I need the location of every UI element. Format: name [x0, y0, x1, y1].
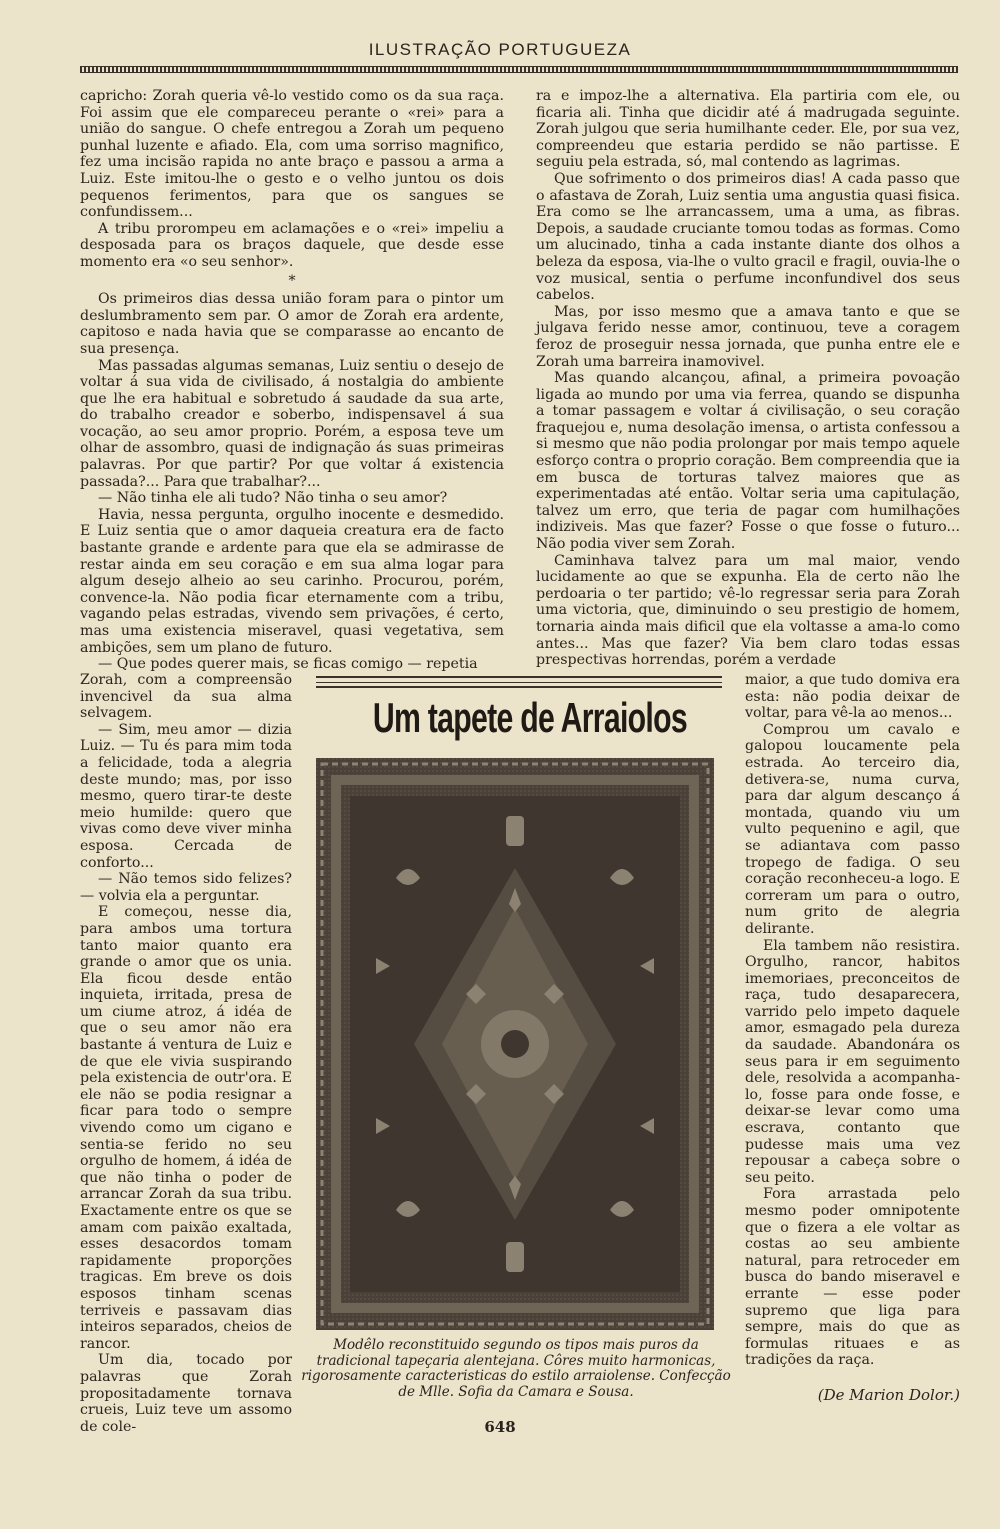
paragraph: — Que podes querer mais, se ficas comigo — repetia: [98, 656, 478, 673]
page-number: 648: [484, 1418, 516, 1436]
paragraph: — Sim, meu amor — dizia Luiz. — Tu és para mim toda a felicidade, toda a alegria deste mundo; mas, por isso mesmo, quero tirar-te deste meio humilde: quero que vivas como deve viver minha esposa. Cercada de conforto...: [80, 721, 292, 871]
paragraph: Mas passadas algumas semanas, Luiz sentiu o desejo de voltar á sua vida de civilisado, á nostalgia do ambiente que lhe era habitual e sobretudo á saudade da sua arte, do trabalho creador e soberbo, indispensavel á sua vocação, ao seu amor proprio. Porém, a esposa teve um olhar de assombro, quasi de indignação ás suas primeiras palavras. Por que partir? Por que voltar á existencia passada?... Para que trabalhar?...: [80, 357, 504, 490]
image-caption: Modêlo reconstituido segundo os tipos mais puros da tradicional tapeçaria alentejana. Côres muito harmonicas, rigorosamente caracteristicas do estilo arraiolense. Confecção de Mlle. Sofia da Camara e Sousa.: [301, 1337, 731, 1400]
article-top-rule-thin: [316, 682, 722, 683]
article-top-rule: [316, 676, 722, 678]
paragraph: Os primeiros dias dessa união foram para o pintor um deslumbramento sem par. O amor de Zorah era ardente, capitoso e nada havia que se comparasse ao encanto de sua presença.: [80, 291, 504, 357]
right-column-top: [536, 88, 960, 669]
paragraph: E começou, nesse dia, para ambos uma tortura tanto maior quanto era grande o amor que os unia. Ela ficou desde então inquieta, irritada, presa de um ciume atroz, á idéa de que o seu amor não era bastante á ventura de Luiz e de que ele vivia suspirando pela existencia de outr'ora. E ele não se podia resignar a ficar para todo o sempre vivendo como um cigano e sentia-se ferido no seu orgulho de homem, á idéa de que não tinha o poder de arrancar Zorah da sua tribu. Exactamente entre os que se amam com paixão exaltada, esses desacordos tomam rapidamente proporções tragicas. Em breve os dois esposos tinham scenas terriveis e passavam dias inteiros separados, cheios de rancor.: [80, 904, 292, 1352]
paragraph: Ela tambem não resistira. Orgulho, rancor, habitos imemoriaes, preconceitos de raça, tudo desaparecera, varrido pelo impeto daquele amor, esmagado pela dureza da saudade. Abandonára os seus para ir em seguimento dele, resolvida a acompanha-lo, fosse para onde fosse, e deixar-se levar como uma escrava, contanto que pudesse mais uma vez repousar a cabeça sobre o seu peito.: [745, 937, 960, 1186]
paragraph: Havia, nessa pergunta, orgulho inocente e desmedido. E Luiz sentia que o amor daqueia creatura era de facto bastante grande e ardente para que ela se admirasse de restar ainda em seu coração e em sua alma logar para algum desejo alheio ao seu carinho. Procurou, porém, convence-la. Não podia ficar eternamente com a tribu, vagando pelas estradas, vivendo sem privações, é certo, mas uma existencia miseravel, quasi vegetativa, sem ambições, sem um plano de futuro.: [80, 506, 504, 656]
author-signature: (De Marion Dolor.): [817, 1386, 960, 1404]
header-ornament-rule: [80, 66, 958, 73]
paragraph: Fora arrastada pelo mesmo poder omnipotente que o fizera a ele voltar as costas ao seu ambiente natural, para retroceder em busca do bando miseravel e errante — esse poder supremo que liga para sempre, mais do que as formulas rituaes e as tradições da raça.: [745, 1186, 960, 1369]
left-column-narrow: [80, 672, 292, 1435]
paragraph: Mas, por isso mesmo que a amava tanto e que se julgava ferido nesse amor, continuou, teve a coragem feroz de proseguir nessa jornada, que punha entre ele e Zorah uma barreira inamovivel.: [536, 303, 960, 370]
paragraph: ra e impoz-lhe a alternativa. Ela partiria com ele, ou ficaria ali. Tinha que dicidir até á madrugada seguinte. Zorah julgou que seria humilhante ceder. Ele, por sua vez, compreendeu que estaria perdido se não partisse. E seguiu pela estrada, só, mal contendo as lagrimas.: [536, 88, 960, 171]
paragraph: Zorah, com a compreensão invencivel da sua alma selvagem.: [80, 672, 292, 722]
paragraph: Caminhava talvez para um mal maior, vendo lucidamente ao que se expunha. Ela de certo não lhe perdoaria o ter partido; vê-lo regressar seria para Zorah uma victoria, que, diminuindo o seu prestigio de homem, tornaria ainda mais dificil que ela voltasse a ama-lo como antes... Mas que fazer? Via bem claro todas essas prespectivas horrendas, porém a verdade: [536, 552, 960, 669]
article-title: Um tapete de Arraiolos: [372, 694, 687, 741]
page-header-title: ILUSTRAÇÃO PORTUGUEZA: [368, 40, 632, 59]
article-top-rule: [316, 686, 722, 688]
section-break-star: *: [288, 272, 296, 289]
paragraph: Comprou um cavalo e galopou loucamente pela estrada. Ao terceiro dia, detivera-se, numa curva, para dar algum descanço á montada, quando viu um vulto pequenino e agil, que se adiantava com passo tropego de fadiga. O seu coração reconheceu-a logo. E correram um para o outro, num grito de alegria delirante.: [745, 721, 960, 937]
paragraph: maior, a que tudo domiva era esta: não podia deixar de voltar, para vê-la ao menos...: [745, 672, 960, 722]
paragraph: — Não temos sido felizes? — volvia ela a perguntar.: [80, 871, 292, 904]
paragraph: Um dia, tocado por palavras que Zorah propositadamente tornava crueis, Luiz teve um assomo de cole-: [80, 1352, 292, 1435]
paragraph: Que sofrimento o dos primeiros dias! A cada passo que o afastava de Zorah, Luiz sentia uma angustia quasi fisica. Era como se lhe arrancassem, uma a uma, as fibras. Depois, a saudade cruciante tomou todas as formas. Como um alucinado, tinha a cada instante diante dos olhos a beleza da esposa, via-lhe o vulto gracil e fragil, ouvia-lhe o voz musical, sentia o perfume inconfundivel dos seus cabelos.: [536, 170, 960, 304]
paragraph: A tribu prorompeu em aclamações e o «rei» impeliu a desposada para os braços daquele, que desde esse momento era «o seu senhor».: [80, 220, 504, 270]
left-column-top: [80, 88, 504, 673]
paragraph: — Não tinha ele ali tudo? Não tinha o seu amor?: [98, 490, 448, 507]
arraiolos-carpet-photo-icon: [316, 758, 714, 1330]
paragraph: Mas quando alcançou, afinal, a primeira povoação ligada ao mundo por uma via ferrea, quando se dispunha a tomar passagem e voltar á civilisação, o seu coração fraquejou e, numa desolação imensa, o artista confessou a si mesmo que não podia prolongar por mais tempo aquele esforço contra o proprio coração. Bem compreendia que ia em busca de torturas talvez maiores que as experimentadas até então. Voltar seria uma capitulação, talvez um erro, que teria de pagar com humilhações indiziveis. Mas que fazer? Fosse o que fosse o futuro... Não podia viver sem Zorah.: [536, 370, 960, 553]
paragraph: capricho: Zorah queria vê-lo vestido como os da sua raça. Foi assim que ele compareceu perante o «rei» para a união do sangue. O chefe entregou a Zorah um pequeno punhal luzente e afiado. Ela, com uma sorriso magnifico, fez uma incisão rapida no ante braço e passou a arma a Luiz. Este imitou-lhe o gesto e o velho juntou os dois pequenos ferimentos, para que os sangues se confundissem...: [80, 88, 504, 221]
right-column-narrow: [745, 672, 960, 1369]
